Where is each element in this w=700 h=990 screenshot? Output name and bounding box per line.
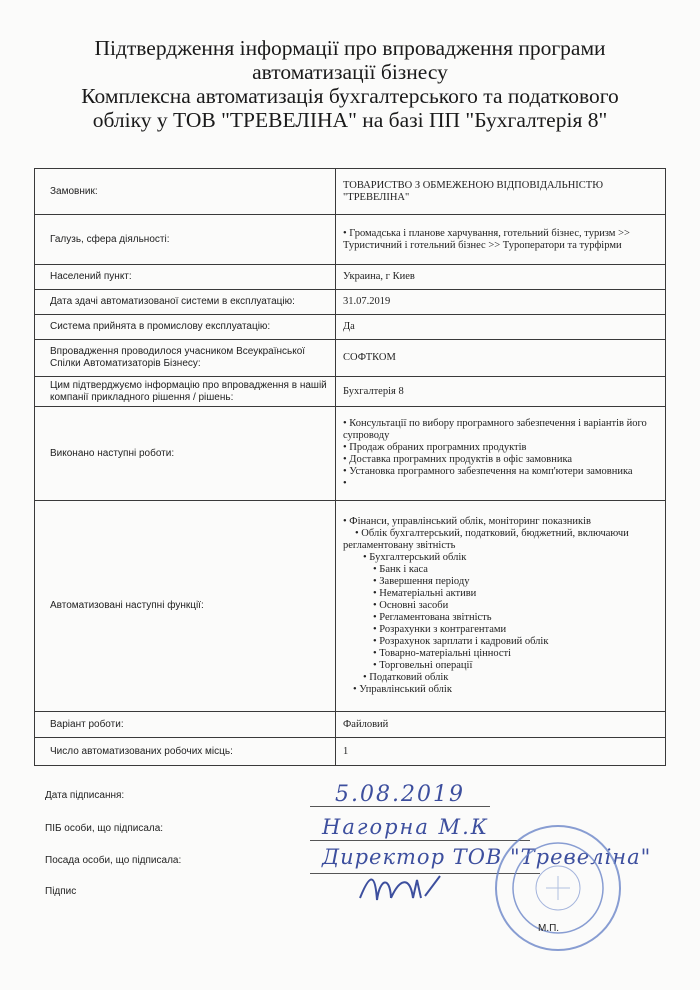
implementer-value: СОФТКОМ (336, 340, 666, 377)
row-variant (35, 712, 666, 738)
date-value: 31.07.2019 (336, 290, 666, 315)
workplaces-value: 1 (336, 738, 666, 766)
info-table (34, 168, 666, 766)
function-item: • Нематеріальні активи (373, 588, 477, 599)
date-label: Дата здачі автоматизованої системи в експлуатацію: (35, 290, 336, 315)
solution-label: Цим підтверджуємо інформацію про впровадження в нашій компанії прикладного рішення / рішень: (35, 377, 336, 407)
works-item: • Доставка програмних продуктів в офіс замовника (343, 453, 573, 465)
variant-label: Варіант роботи: (35, 712, 336, 738)
function-item: • Регламентована звітність (373, 612, 492, 623)
function-item: • Розрахунок зарплати і кадровий облік (373, 636, 549, 647)
customer-label: Замовник: (35, 169, 336, 215)
accepted-value: Да (336, 315, 666, 340)
sign-date-label: Дата підписання: (45, 790, 125, 801)
variant-value: Файловий (336, 712, 666, 738)
title-line-2: автоматизації бізнесу (252, 60, 448, 84)
city-value: Украина, г Киев (336, 265, 666, 290)
sign-label: Підпис (45, 886, 77, 897)
function-item: • Товарно-матеріальні цінності (373, 648, 512, 659)
function-item: • Фінанси, управлінський облік, моніторинг показників (343, 516, 591, 527)
function-item: • Розрахунки з контрагентами (373, 624, 507, 635)
works-list (336, 407, 666, 501)
industry-value: • Громадська і планове харчування, готельний бізнес, туризм >> Туристичний і готельний бізнес >> Туроператори та турфірми (336, 215, 666, 265)
customer-value: ТОВАРИСТВО З ОБМЕЖЕНОЮ ВІДПОВІДАЛЬНІСТЮ "ТРЕВЕЛІНА" (336, 169, 666, 215)
function-item: • Податковий облік (363, 672, 449, 683)
row-implementer (35, 340, 666, 377)
functions-list (336, 501, 666, 712)
row-works (35, 407, 666, 501)
city-label: Населений пункт: (35, 265, 336, 290)
company-stamp (488, 818, 628, 958)
function-item: • Основні засоби (373, 600, 449, 611)
document-title (30, 36, 670, 132)
function-item: • Банк і каса (373, 564, 428, 575)
sign-position-value: Директор ТОВ "Тревеліна" (322, 845, 652, 869)
row-customer (35, 169, 666, 215)
row-industry (35, 215, 666, 265)
functions-label: Автоматизовані наступні функції: (35, 501, 336, 712)
sign-name-value: Нагорна М.К (322, 815, 489, 839)
title-line-4: обліку у ТОВ "ТРЕВЕЛІНА" на базі ПП "Бухгалтерія 8" (92, 108, 608, 132)
solution-value: Бухгалтерія 8 (336, 377, 666, 407)
accepted-label: Система прийнята в промислову експлуатацію: (35, 315, 336, 340)
row-workplaces (35, 738, 666, 766)
title-line-3: Комплексна автоматизація бухгалтерського та податкового (81, 84, 619, 108)
implementer-label: Впровадження проводилося учасником Всеукраїнської Спілки Автоматизаторів Бізнесу: (35, 340, 336, 377)
function-item: • Торговельні операції (373, 660, 473, 671)
workplaces-label: Число автоматизованих робочих місць: (35, 738, 336, 766)
row-city (35, 265, 666, 290)
works-label: Виконано наступні роботи: (35, 407, 336, 501)
industry-label: Галузь, сфера діяльності: (35, 215, 336, 265)
sign-position-label: Посада особи, що підписала: (45, 855, 182, 866)
row-functions (35, 501, 666, 712)
function-item: • Завершення періоду (373, 576, 470, 587)
stamp-place-label: М.П. (538, 923, 560, 934)
signature-scribble (355, 868, 445, 908)
function-item: • Бухгалтерський облік (363, 552, 467, 563)
sign-name-label: ПІБ особи, що підписала: (45, 823, 164, 834)
row-accepted (35, 315, 666, 340)
function-item: • Управлінський облік (353, 684, 452, 695)
sign-date-value: 5.08.2019 (335, 782, 465, 807)
works-item: • Установка програмного забезпечення на комп'ютери замовника (343, 465, 633, 477)
row-solution (35, 377, 666, 407)
works-item: • Продаж обраних програмних продуктів (343, 441, 527, 453)
row-date (35, 290, 666, 315)
works-item: • (343, 477, 347, 489)
function-item: • Облік бухгалтерський, податковий, бюджетний, включаючи регламентовану звітність (343, 528, 629, 551)
title-line-1: Підтвердження інформації про впровадження програми (94, 36, 606, 60)
works-item: • Консультації по вибору програмного забезпечення і варіантів його супроводу (343, 417, 647, 441)
